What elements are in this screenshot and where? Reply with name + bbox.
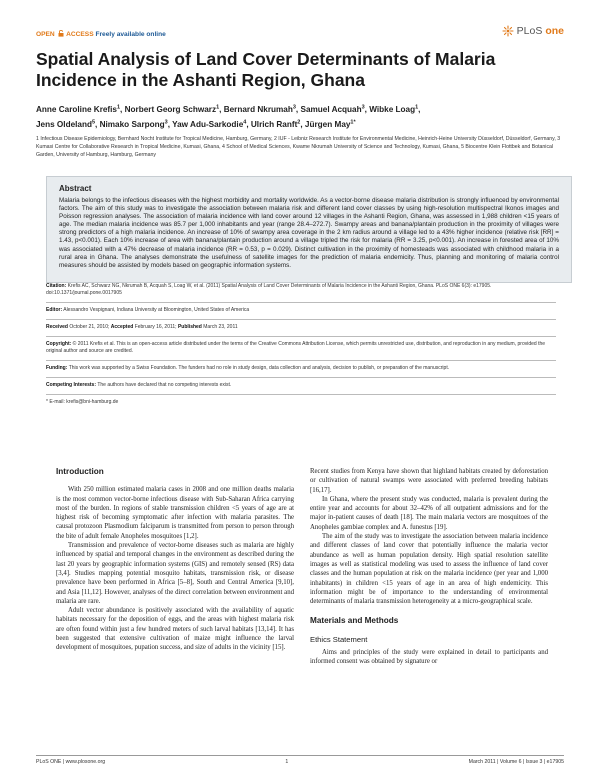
affiliations: 1 Infectious Disease Epidemiology, Bernhard Nocht Institute for Tropical Medicine, Hamburg, Germany, 2 IUF - Leibniz Research Institute for Environmental Medicine, Heinrich-Heine University Düsseldorf, Düsseldorf, Germany, 3 Kumasi Centre for Collaborative Research in Tropical Medicine, Kumasi, Ghana, 4 School of Medical Sciences, Kwame Nkrumah University of Science and Technology, Kumasi, Ghana, 5 Biocentre Klein Flottbek and Botanical Garden, University of Hamburg, Hamburg, Germany xyxy=(36,136,561,158)
author: Yaw Adu-Sarkodie$^4$, xyxy=(172,119,251,129)
abstract-box xyxy=(46,176,572,283)
footer-journal: PLoS ONE | www.plosone.org xyxy=(36,759,106,765)
author: Wibke Loag$^1$, xyxy=(369,104,421,114)
divider xyxy=(46,394,556,395)
divider xyxy=(46,302,556,303)
logo-plos-text: PLoS xyxy=(516,25,543,37)
abstract-heading: Abstract xyxy=(59,184,92,193)
introduction-heading: Introduction xyxy=(56,467,104,476)
author: Samuel Acquah$^3$, xyxy=(300,104,370,114)
dates: Received October 21, 2010; Accepted February 16, 2011; Published March 23, 2011 xyxy=(46,324,238,330)
divider xyxy=(46,319,556,320)
paragraph: Adult vector abundance is positively associated with the availability of aquatic habitats necessary for the deposition of eggs, and the areas with highest malaria risk are often found within just a few hundred meters of such larval habitats [13,14]. It has been suggested that extensive cultivation of maize might influence the larval development of mosquitoes, pupation success, and size of adults in the vicinity [15]. xyxy=(56,607,294,652)
copyright: Copyright: © 2011 Krefis et al. This is an open-access article distributed under the terms of the Creative Commons Attribution License, which permits unrestricted use, distribution, and reproduction in any medium, provided the original author and source are credited. xyxy=(46,341,546,354)
article-title: Spatial Analysis of Land Cover Determinants of Malaria Incidence in the Ashanti Region, Ghana xyxy=(36,49,496,90)
open-access-banner xyxy=(36,30,166,38)
paragraph: Aims and principles of the study were explained in detail to participants and informed consent was obtained by signature or xyxy=(310,649,548,666)
freely-available-label: Freely available online xyxy=(95,31,166,38)
funding: Funding: This work was supported by a Swiss Foundation. The funders had no role in study design, data collection and analysis, decision to publish, or preparation of the manuscript. xyxy=(46,365,450,371)
access-label: ACCESS xyxy=(66,31,94,38)
author: Norbert Georg Schwarz$^1$, xyxy=(124,104,224,114)
email-link[interactable]: * E-mail: krefis@bni-hamburg.de xyxy=(46,399,119,405)
open-label: OPEN xyxy=(36,31,55,38)
citation: Citation: Krefis AC, Schwarz NG, Nkrumah B, Acquah S, Loag W, et al. (2011) Spatial Analysis of Land Cover Determinants of Malaria Incidence in the Ashanti Region, Ghana. PLoS ONE 6(3): e17905. doi:10.1371/journal.pone.0017905 xyxy=(46,283,492,296)
divider xyxy=(46,336,556,337)
author: Jens Oldeland$^5$, xyxy=(36,119,100,129)
plos-sunburst-icon xyxy=(502,25,514,37)
paragraph: The aim of the study was to investigate the association between malaria incidence and different classes of land cover that potentially influence the malaria vector abundance as well as human population density. High spatial resolution satellite images as well as statistical modeling was used to assess the influence of land cover classes and the human population at risk on the malaria incidence (per year and 1,000 inhabitants) in children <15 years of age in an area of high endemicity. This information might be of importance to the understanding of environmental determinants of malaria transmission heterogeneity at a micro-geographical scale. xyxy=(310,533,548,606)
paragraph: In Ghana, where the present study was conducted, malaria is prevalent during the entire year and accounts for about 32–42% of all outpatient admissions and for the major in-patient causes of death [18]. The main malaria vectors are mosquitoes of the Anopheles gambiae complex and A. funestus [19]. xyxy=(310,495,548,531)
divider xyxy=(46,360,556,361)
paragraph: Recent studies from Kenya have shown that highland habitats created by deforestation or cultivation of natural swamps were associated with preferred breeding habitats [16,17]. xyxy=(310,468,548,494)
open-lock-icon xyxy=(58,30,64,37)
article-metadata xyxy=(46,283,556,411)
author: Anne Caroline Krefis$^1$, xyxy=(36,104,125,114)
paragraph: Transmission and prevalence of vector-borne diseases such as malaria are highly influenced by spatial and temporal changes in the environment as described during the last 20 years by geographic information systems (GIS) and remotely sensed (RS) data [3,4]. Studies mapping potential mosquito habitats, transmission risk, or disease prevalence have been performed in Africa [5–8], South and Central America [9,10], and Asia [11,12]. However, analyses of the direct correlation between environment and malaria are rare. xyxy=(56,542,294,605)
methods-heading: Materials and Methods xyxy=(310,616,399,626)
paragraph: With 250 million estimated malaria cases in 2008 and one million deaths malaria is the most common vector-borne infectious disease with Sub-Saharan Africa carrying most of the burden. In regions of stable transmission children <5 years of age are at highest risk of becoming symptomatic after infection with malaria parasites. The causal protozoon Plasmodium falciparum is transmitted from person to person through the bite of adult female Anopheles mosquitoes [1,2]. xyxy=(56,486,294,540)
left-column xyxy=(56,467,294,653)
ethics-heading: Ethics Statement xyxy=(310,634,368,644)
abstract-text: Malaria belongs to the infectious diseases with the highest morbidity and mortality worldwide. As a vector-borne disease malaria distribution is strongly influenced by environmental factors. The aim of this study was to investigate the association between malaria risk and different land cover classes by using high-resolution multispectral Ikonos images and Poisson regression analyses. The association of malaria incidence with land cover around 12 villages in the Ashanti Region, Ghana, was assessed in 1,988 children <15 years of age. The median malaria incidence was 85.7 per 1,000 inhabitants and year (range 28.4–272.7). Swampy areas and banana/plantain production in the proximity of villages were strong predictors of a high malaria incidence. An increase of 10% of swampy area coverage in the 2 km radius around a village led to a 43% higher incidence (relative risk [RR] = 1.43, p<0.001). Each 10% increase of area with banana/plantain production around a village tripled the risk for malaria (RR = 3.25, p<0.001). An increase in forested area of 10% was associated with a 47% decrease of malaria incidence (RR = 0.53, p = 0.029). Distinct cultivation in the proximity of homesteads was associated with childhood malaria in a rural area in Ghana. The analyses demonstrate the usefulness of satellite images for the prediction of malaria endemicity. Thus, planning and monitoring of malaria control measures should be assisted by models based on geographic information systems. xyxy=(59,197,559,269)
editor: Editor: Alessandro Vespignani, Indiana University at Bloomington, United States of America xyxy=(46,307,250,313)
competing-interests: Competing Interests: The authors have declared that no competing interests exist. xyxy=(46,382,232,388)
author: Nimako Sarpong$^3$, xyxy=(99,119,173,129)
author: Bernard Nkrumah$^3$, xyxy=(223,104,301,114)
author: Ulrich Ranft$^2$, xyxy=(250,119,305,129)
journal-logo xyxy=(502,25,564,37)
divider xyxy=(46,377,556,378)
page-footer xyxy=(36,755,564,765)
right-column xyxy=(310,467,548,667)
page-number: 1 xyxy=(285,759,289,765)
footer-issue: March 2011 | Volume 6 | Issue 3 | e17905 xyxy=(468,759,564,765)
author: Jürgen May$^{1*}$ xyxy=(304,119,356,129)
logo-one-text: one xyxy=(545,25,564,37)
author-list xyxy=(36,101,566,131)
